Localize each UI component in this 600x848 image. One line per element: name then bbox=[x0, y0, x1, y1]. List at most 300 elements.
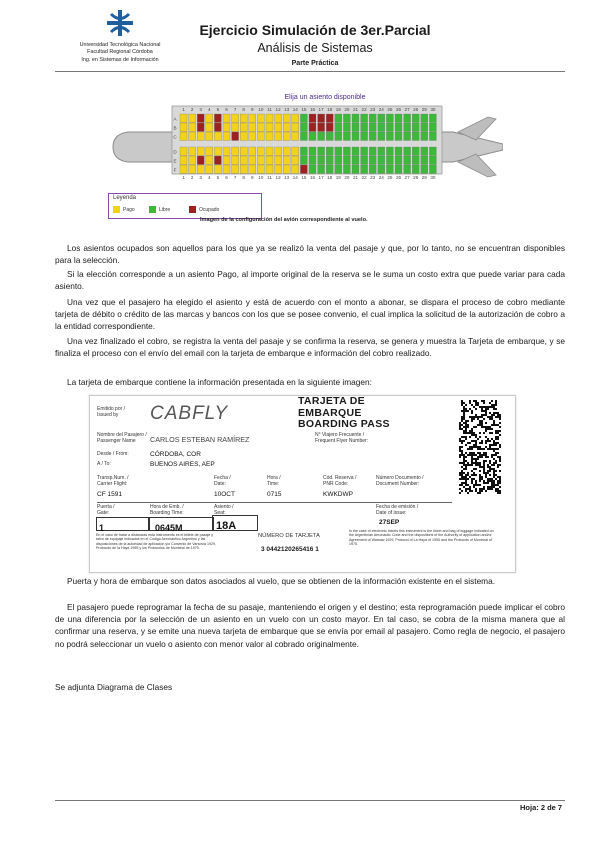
seat-18F[interactable] bbox=[326, 165, 333, 174]
paragraph-paid-seat: Si la elección corresponde a un asiento Pago, al importe original de la reserva se le suma un costo extra que puede variar para cada asiento. bbox=[55, 269, 565, 292]
seat-7C[interactable] bbox=[232, 132, 239, 141]
seat-5F[interactable] bbox=[214, 165, 221, 174]
boarding-time-box bbox=[148, 517, 214, 531]
seat-1A[interactable] bbox=[180, 114, 187, 123]
seat-16B[interactable] bbox=[309, 123, 316, 132]
seat-30F[interactable] bbox=[429, 165, 436, 174]
legal-text-en: In the case of electronic tickets this instrument is the ticket and bag of luggage indicated on the Argentinian Aeronautic Code and the dispositions of the Authority of application and/or Agreement of Warsaw 1929, Protocol of La Haya of 1955 and the Protocols of Montreal of 1975. bbox=[349, 529, 494, 547]
seat-17D[interactable] bbox=[318, 147, 325, 156]
seat-25A[interactable] bbox=[386, 114, 393, 123]
seat-8F[interactable] bbox=[240, 165, 247, 174]
institution-line: Universidad Tecnológica Nacional bbox=[79, 42, 161, 48]
seat-column-label: 12 bbox=[275, 175, 281, 180]
seat-row-label: E bbox=[173, 158, 177, 164]
legend-swatch-libre bbox=[149, 206, 156, 213]
seat-2E[interactable] bbox=[189, 156, 196, 165]
seat-column-label: 26 bbox=[395, 175, 402, 180]
seat-column-label: 6 bbox=[225, 107, 228, 112]
boarding-pass bbox=[89, 395, 516, 573]
seat-8E[interactable] bbox=[240, 156, 247, 165]
from-label: Desde / From: bbox=[97, 451, 129, 457]
seat-14E[interactable] bbox=[292, 156, 299, 165]
legal-text-es: En el caso de tratar a distancias esta instrumento es el billete de pasaje y talón de equipaje indicados en el Código Aeronáutico Argentino y las disposiciones de la autoridad de aplicación y/o Convenio de Varsovia 1929, Protocolo de la Haya 1955 y los Protocolos de Montreal de 1975. bbox=[96, 533, 217, 551]
seat-10A[interactable] bbox=[257, 114, 264, 123]
seat-15B[interactable] bbox=[300, 123, 307, 132]
seat-28C[interactable] bbox=[412, 132, 419, 141]
seat-4B[interactable] bbox=[206, 123, 213, 132]
seat-10F[interactable] bbox=[257, 165, 264, 174]
seat-2B[interactable] bbox=[189, 123, 196, 132]
seat-row-label: C bbox=[173, 134, 177, 140]
seat-24E[interactable] bbox=[378, 156, 385, 165]
seat-column-label: 18 bbox=[327, 107, 333, 112]
seat-3B[interactable] bbox=[197, 123, 204, 132]
seat-9E[interactable] bbox=[249, 156, 256, 165]
carrier-flight: CF 1591 bbox=[97, 491, 122, 498]
seat-9D[interactable] bbox=[249, 147, 256, 156]
seat-14A[interactable] bbox=[292, 114, 299, 123]
seat-column-label: 9 bbox=[251, 175, 254, 180]
seat-7A[interactable] bbox=[232, 114, 239, 123]
frequent-flyer-label: N° Viajero Frecuente / Frequent Flyer Number: bbox=[315, 432, 369, 444]
seat-19B[interactable] bbox=[335, 123, 342, 132]
seat-16A[interactable] bbox=[309, 114, 316, 123]
seat-6F[interactable] bbox=[223, 165, 230, 174]
seat-row-label: A bbox=[173, 116, 177, 122]
seat-2D[interactable] bbox=[189, 147, 196, 156]
seat-18A[interactable] bbox=[326, 114, 333, 123]
seat-column-label: 8 bbox=[242, 107, 245, 112]
seat-column-label: 24 bbox=[378, 107, 384, 112]
seat-23A[interactable] bbox=[369, 114, 376, 123]
seat-column-label: 7 bbox=[233, 175, 237, 180]
utn-logo bbox=[107, 10, 133, 36]
seat-18D[interactable] bbox=[326, 147, 333, 156]
seat-row-label: B bbox=[173, 125, 177, 131]
seat-column-label: 14 bbox=[292, 175, 298, 180]
seat-23E[interactable] bbox=[369, 156, 376, 165]
seat-14D[interactable] bbox=[292, 147, 299, 156]
gate-value: 1 bbox=[99, 523, 105, 533]
issue-date-label: Fecha de emisión / Date of issue: bbox=[376, 504, 419, 516]
seat-16F[interactable] bbox=[309, 165, 316, 174]
seat-11A[interactable] bbox=[266, 114, 273, 123]
seat-19E[interactable] bbox=[335, 156, 342, 165]
seat-15A[interactable] bbox=[300, 114, 307, 123]
seat-value: 18A bbox=[216, 520, 237, 532]
seat-column-label: 23 bbox=[370, 107, 376, 112]
seat-21E[interactable] bbox=[352, 156, 359, 165]
seat-29D[interactable] bbox=[421, 147, 428, 156]
seat-13D[interactable] bbox=[283, 147, 290, 156]
seat-11D[interactable] bbox=[266, 147, 273, 156]
seat-column-label: 13 bbox=[284, 107, 290, 112]
legend-swatch-pago bbox=[113, 206, 120, 213]
seat-7D[interactable] bbox=[232, 147, 239, 156]
seat-column-label: 16 bbox=[309, 175, 316, 180]
seat-30E[interactable] bbox=[429, 156, 436, 165]
seat-28A[interactable] bbox=[412, 114, 419, 123]
seat-column-label: 12 bbox=[275, 107, 281, 112]
seat-column-label: 5 bbox=[216, 175, 220, 180]
seat-28F[interactable] bbox=[412, 165, 419, 174]
document-number-label: Número Documento / Document Number: bbox=[376, 475, 424, 487]
seat-25B[interactable] bbox=[386, 123, 393, 132]
seat-18B[interactable] bbox=[326, 123, 333, 132]
seat-24A[interactable] bbox=[378, 114, 385, 123]
legend-label-libre: Libre bbox=[159, 206, 171, 213]
footer-divider bbox=[55, 800, 565, 801]
legend-item-pago bbox=[113, 206, 135, 213]
seat-column-label: 8 bbox=[242, 175, 245, 180]
seat-5C[interactable] bbox=[214, 132, 221, 141]
seat-21F[interactable] bbox=[352, 165, 359, 174]
passenger-label: Nombre del Pasajero / Passenger Name bbox=[97, 432, 147, 444]
seat-29A[interactable] bbox=[421, 114, 428, 123]
seat-15C[interactable] bbox=[300, 132, 307, 141]
seat-24B[interactable] bbox=[378, 123, 385, 132]
seat-24D[interactable] bbox=[378, 147, 385, 156]
seat-column-label: 16 bbox=[309, 107, 316, 112]
seat-29B[interactable] bbox=[421, 123, 428, 132]
seat-column-label: 21 bbox=[352, 175, 359, 180]
seat-column-label: 27 bbox=[404, 107, 410, 112]
seat-14F[interactable] bbox=[292, 165, 299, 174]
seat-9C[interactable] bbox=[249, 132, 256, 141]
seat-22E[interactable] bbox=[361, 156, 368, 165]
seat-27A[interactable] bbox=[404, 114, 411, 123]
to-label: A / To: bbox=[97, 461, 111, 467]
seat-3E[interactable] bbox=[197, 156, 204, 165]
seat-28D[interactable] bbox=[412, 147, 419, 156]
ticket-number-label: NÚMERO DE TARJETA bbox=[258, 533, 320, 539]
seat-6C[interactable] bbox=[223, 132, 230, 141]
seat-column-label: 29 bbox=[421, 175, 427, 180]
seat-11E[interactable] bbox=[266, 156, 273, 165]
seat-column-label: 11 bbox=[267, 175, 272, 180]
seat-29F[interactable] bbox=[421, 165, 428, 174]
seat-26B[interactable] bbox=[395, 123, 402, 132]
legend-item-libre bbox=[149, 206, 170, 213]
seat-8A[interactable] bbox=[240, 114, 247, 123]
date-label: Fecha / Date: bbox=[214, 475, 231, 487]
seat-23C[interactable] bbox=[369, 132, 376, 141]
seat-12B[interactable] bbox=[275, 123, 282, 132]
seat-20C[interactable] bbox=[343, 132, 350, 141]
seat-22A[interactable] bbox=[361, 114, 368, 123]
paragraph-reschedule: El pasajero puede reprogramar la fecha de su pasaje, manteniendo el origen y el destino; esta reprogramación puede implicar el cobro de una diferencia por la selección de un asiento en un vuelo con un costo mayor. En tal caso, se cobra de la misma manera que al confirmar una reserva, y se emite una nueva tarjeta de embarque que se envía por email al pasajero. Como regla de negocio, el pasajero no podrá seleccionar un vuelo o asiento con menor valor al cobrado originalmente. bbox=[55, 602, 565, 649]
seat-19F[interactable] bbox=[335, 165, 342, 174]
seat-27F[interactable] bbox=[404, 165, 411, 174]
seat-column-label: 7 bbox=[233, 107, 237, 112]
seat-15F[interactable] bbox=[300, 165, 307, 174]
seat-legend bbox=[108, 193, 262, 219]
seat-column-label: 15 bbox=[301, 107, 307, 112]
time-label: Hora / Time: bbox=[267, 475, 281, 487]
seat-column-label: 17 bbox=[318, 107, 324, 112]
origin: CÓRDOBA, COR bbox=[150, 451, 201, 458]
seat-12E[interactable] bbox=[275, 156, 282, 165]
seat-12A[interactable] bbox=[275, 114, 282, 123]
seat-30C[interactable] bbox=[429, 132, 436, 141]
seat-23F[interactable] bbox=[369, 165, 376, 174]
seat-1F[interactable] bbox=[180, 165, 187, 174]
figure-caption: Imagen de la configuración del avión correspondiente al vuelo. bbox=[200, 217, 368, 223]
paragraph-confirmation: Una vez finalizado el cobro, se registra la venta del pasaje y se confirma la reserva, se genera y muestra la Tarjeta de embarque, y se finaliza el proceso con el envío del email con la tarjeta de embarque e información del cobro realizado. bbox=[55, 336, 565, 359]
seat-9A[interactable] bbox=[249, 114, 256, 123]
pnr-code: KWKDWP bbox=[323, 491, 353, 498]
seat-column-label: 24 bbox=[378, 175, 384, 180]
seat-row-label: F bbox=[173, 167, 177, 173]
seat-20F[interactable] bbox=[343, 165, 350, 174]
seat-column-label: 19 bbox=[335, 107, 341, 112]
seat-25F[interactable] bbox=[386, 165, 393, 174]
seat-14B[interactable] bbox=[292, 123, 299, 132]
seat-column-label: 30 bbox=[430, 175, 436, 180]
seat-3D[interactable] bbox=[197, 147, 204, 156]
paragraph-payment: Una vez que el pasajero ha elegido el asiento y está de acuerdo con el monto a abonar, se dispara el proceso de cobro mediante tarjeta de débito o crédito de las marcas y bancos con los que se posee convenio, el cual implica la solicitud de la autorización de cobro a la entidad correspondiente. bbox=[55, 297, 565, 332]
institution-line: Facultad Regional Córdoba bbox=[87, 49, 153, 55]
seat-column-label: 17 bbox=[318, 175, 324, 180]
seat-15E[interactable] bbox=[300, 156, 307, 165]
seat-column-label: 26 bbox=[395, 107, 402, 112]
seat-row-label: D bbox=[173, 149, 177, 155]
seat-5E[interactable] bbox=[214, 156, 221, 165]
seat-13E[interactable] bbox=[283, 156, 290, 165]
seat-box bbox=[212, 515, 258, 531]
seat-22F[interactable] bbox=[361, 165, 368, 174]
paragraph-occupied: Los asientos ocupados son aquellos para los que ya se realizó la venta del pasaje y que, por lo tanto, no se encuentran disponibles para la selección. bbox=[55, 243, 565, 266]
seat-9F[interactable] bbox=[249, 165, 256, 174]
seat-column-label: 9 bbox=[251, 107, 254, 112]
seat-column-label: 13 bbox=[284, 175, 290, 180]
seat-column-label: 28 bbox=[413, 175, 419, 180]
seat-10D[interactable] bbox=[257, 147, 264, 156]
seat-6D[interactable] bbox=[223, 147, 230, 156]
seat-29C[interactable] bbox=[421, 132, 428, 141]
document-part: Parte Práctica bbox=[291, 60, 339, 67]
seat-1D[interactable] bbox=[180, 147, 187, 156]
legend-title: Leyenda bbox=[113, 195, 137, 201]
legend-item-ocupado bbox=[189, 206, 219, 213]
seat-column-label: 3 bbox=[199, 175, 202, 180]
seat-13B[interactable] bbox=[283, 123, 290, 132]
seat-7B[interactable] bbox=[232, 123, 239, 132]
seat-18C[interactable] bbox=[326, 132, 333, 141]
seat-30A[interactable] bbox=[429, 114, 436, 123]
seat-column-label: 1 bbox=[182, 175, 185, 180]
seat-28E[interactable] bbox=[412, 156, 419, 165]
seat-27E[interactable] bbox=[404, 156, 411, 165]
seat-column-label: 23 bbox=[370, 175, 376, 180]
seat-column-label: 2 bbox=[190, 175, 194, 180]
seat-23D[interactable] bbox=[369, 147, 376, 156]
seat-12D[interactable] bbox=[275, 147, 282, 156]
seat-column-label: 4 bbox=[208, 107, 211, 112]
seat-27C[interactable] bbox=[404, 132, 411, 141]
seat-25E[interactable] bbox=[386, 156, 393, 165]
seat-19C[interactable] bbox=[335, 132, 342, 141]
seat-9B[interactable] bbox=[249, 123, 256, 132]
boarding-time-value: 0645M bbox=[155, 523, 183, 533]
seat-21D[interactable] bbox=[352, 147, 359, 156]
seat-1C[interactable] bbox=[180, 132, 187, 141]
seat-column-label: 29 bbox=[421, 107, 427, 112]
seat-15D[interactable] bbox=[300, 147, 307, 156]
seat-3F[interactable] bbox=[197, 165, 204, 174]
seat-2A[interactable] bbox=[189, 114, 196, 123]
seat-column-label: 14 bbox=[292, 107, 298, 112]
seat-8C[interactable] bbox=[240, 132, 247, 141]
pnr-label: Cód. Reserva / PNR Code: bbox=[323, 475, 357, 487]
seat-16C[interactable] bbox=[309, 132, 316, 141]
seat-6A[interactable] bbox=[223, 114, 230, 123]
seat-26F[interactable] bbox=[395, 165, 402, 174]
seat-22C[interactable] bbox=[361, 132, 368, 141]
seat-column-label: 22 bbox=[361, 175, 367, 180]
seat-13F[interactable] bbox=[283, 165, 290, 174]
seat-30D[interactable] bbox=[429, 147, 436, 156]
seat-26A[interactable] bbox=[395, 114, 402, 123]
boarding-time-label: Hora de Emb. / Boarding Time: bbox=[150, 504, 184, 516]
seat-column-label: 20 bbox=[344, 107, 350, 112]
seat-21C[interactable] bbox=[352, 132, 359, 141]
seat-column-label: 3 bbox=[199, 107, 202, 112]
seat-13C[interactable] bbox=[283, 132, 290, 141]
seat-3C[interactable] bbox=[197, 132, 204, 141]
seat-4C[interactable] bbox=[206, 132, 213, 141]
seat-11C[interactable] bbox=[266, 132, 273, 141]
seat-19D[interactable] bbox=[335, 147, 342, 156]
seat-10E[interactable] bbox=[257, 156, 264, 165]
seat-column-label: 4 bbox=[208, 175, 211, 180]
seat-20B[interactable] bbox=[343, 123, 350, 132]
seat-12F[interactable] bbox=[275, 165, 282, 174]
seat-27D[interactable] bbox=[404, 147, 411, 156]
seat-5A[interactable] bbox=[214, 114, 221, 123]
seat-4F[interactable] bbox=[206, 165, 213, 174]
seat-label: Asiento / Seat: bbox=[214, 504, 234, 516]
seat-5B[interactable] bbox=[214, 123, 221, 132]
seat-6E[interactable] bbox=[223, 156, 230, 165]
seat-2C[interactable] bbox=[189, 132, 196, 141]
gate-box bbox=[96, 517, 150, 531]
seat-2F[interactable] bbox=[189, 165, 196, 174]
seat-column-label: 10 bbox=[258, 107, 264, 112]
seat-18E[interactable] bbox=[326, 156, 333, 165]
seat-3A[interactable] bbox=[197, 114, 204, 123]
seat-column-label: 27 bbox=[404, 175, 410, 180]
seat-1E[interactable] bbox=[180, 156, 187, 165]
seat-13A[interactable] bbox=[283, 114, 290, 123]
seat-23B[interactable] bbox=[369, 123, 376, 132]
seat-5D[interactable] bbox=[214, 147, 221, 156]
seat-26E[interactable] bbox=[395, 156, 402, 165]
document-subtitle: Análisis de Sistemas bbox=[257, 41, 373, 55]
seat-10C[interactable] bbox=[257, 132, 264, 141]
seat-17F[interactable] bbox=[318, 165, 325, 174]
boarding-pass-divider bbox=[97, 502, 452, 503]
seat-17E[interactable] bbox=[318, 156, 325, 165]
seat-26C[interactable] bbox=[395, 132, 402, 141]
paragraph-attachment: Se adjunta Diagrama de Clases bbox=[55, 682, 173, 692]
seat-column-label: 6 bbox=[225, 175, 228, 180]
seat-column-label: 5 bbox=[216, 107, 220, 112]
seat-26D[interactable] bbox=[395, 147, 402, 156]
seat-27B[interactable] bbox=[404, 123, 411, 132]
seat-19A[interactable] bbox=[335, 114, 342, 123]
carrier-label: Transp.Num. / Carrier Flight: bbox=[97, 475, 129, 487]
document-title: Ejercicio Simulación de 3er.Parcial bbox=[199, 22, 431, 38]
seat-20A[interactable] bbox=[343, 114, 350, 123]
seat-16E[interactable] bbox=[309, 156, 316, 165]
page-number: Hoja: 2 de 7 bbox=[520, 803, 563, 812]
seat-17B[interactable] bbox=[318, 123, 325, 132]
seat-29E[interactable] bbox=[421, 156, 428, 165]
seat-6B[interactable] bbox=[223, 123, 230, 132]
seat-25C[interactable] bbox=[386, 132, 393, 141]
seat-column-label: 21 bbox=[352, 107, 359, 112]
seat-30B[interactable] bbox=[429, 123, 436, 132]
seat-column-label: 19 bbox=[335, 175, 341, 180]
seat-4D[interactable] bbox=[206, 147, 213, 156]
seat-21A[interactable] bbox=[352, 114, 359, 123]
seat-12C[interactable] bbox=[275, 132, 282, 141]
seat-22B[interactable] bbox=[361, 123, 368, 132]
seat-7E[interactable] bbox=[232, 156, 239, 165]
seat-column-label: 18 bbox=[327, 175, 333, 180]
seat-24C[interactable] bbox=[378, 132, 385, 141]
paragraph-boarding-intro: La tarjeta de embarque contiene la información presentada en la siguiente imagen: bbox=[67, 377, 372, 387]
seat-10B[interactable] bbox=[257, 123, 264, 132]
legend-label-ocupado: Ocupado bbox=[199, 206, 220, 213]
boarding-pass-title: TARJETA DE EMBARQUE BOARDING PASS bbox=[298, 395, 390, 430]
seat-16D[interactable] bbox=[309, 147, 316, 156]
seat-column-label: 2 bbox=[190, 107, 194, 112]
institution-line: Ing. en Sistemas de Información bbox=[81, 57, 159, 63]
seat-11F[interactable] bbox=[266, 165, 273, 174]
seat-column-label: 30 bbox=[430, 107, 436, 112]
destination: BUENOS AIRES, AEP bbox=[150, 461, 215, 468]
seat-4A[interactable] bbox=[206, 114, 213, 123]
gate-label: Puerta / Gate: bbox=[97, 504, 115, 516]
seat-column-label: 25 bbox=[387, 107, 393, 112]
seat-22D[interactable] bbox=[361, 147, 368, 156]
seat-24F[interactable] bbox=[378, 165, 385, 174]
seat-4E[interactable] bbox=[206, 156, 213, 165]
seat-28B[interactable] bbox=[412, 123, 419, 132]
seat-11B[interactable] bbox=[266, 123, 273, 132]
issue-date: 27SEP bbox=[379, 519, 400, 526]
legend-swatch-ocupado bbox=[189, 206, 196, 213]
seat-map-caption: Elija un asiento disponible bbox=[284, 94, 366, 101]
header-divider bbox=[55, 71, 565, 72]
seat-7F[interactable] bbox=[232, 165, 239, 174]
seat-17A[interactable] bbox=[318, 114, 325, 123]
paragraph-gate-time: Puerta y hora de embarque son datos asociados al vuelo, que se obtienen de la información existente en el sistema. bbox=[67, 576, 496, 586]
seat-8B[interactable] bbox=[240, 123, 247, 132]
seat-17C[interactable] bbox=[318, 132, 325, 141]
seat-1B[interactable] bbox=[180, 123, 187, 132]
seat-8D[interactable] bbox=[240, 147, 247, 156]
seat-21B[interactable] bbox=[352, 123, 359, 132]
ticket-number: 3 0442120265416 1 bbox=[261, 546, 319, 553]
seat-column-label: 11 bbox=[267, 107, 272, 112]
seat-20D[interactable] bbox=[343, 147, 350, 156]
seat-14C[interactable] bbox=[292, 132, 299, 141]
seat-20E[interactable] bbox=[343, 156, 350, 165]
seat-25D[interactable] bbox=[386, 147, 393, 156]
